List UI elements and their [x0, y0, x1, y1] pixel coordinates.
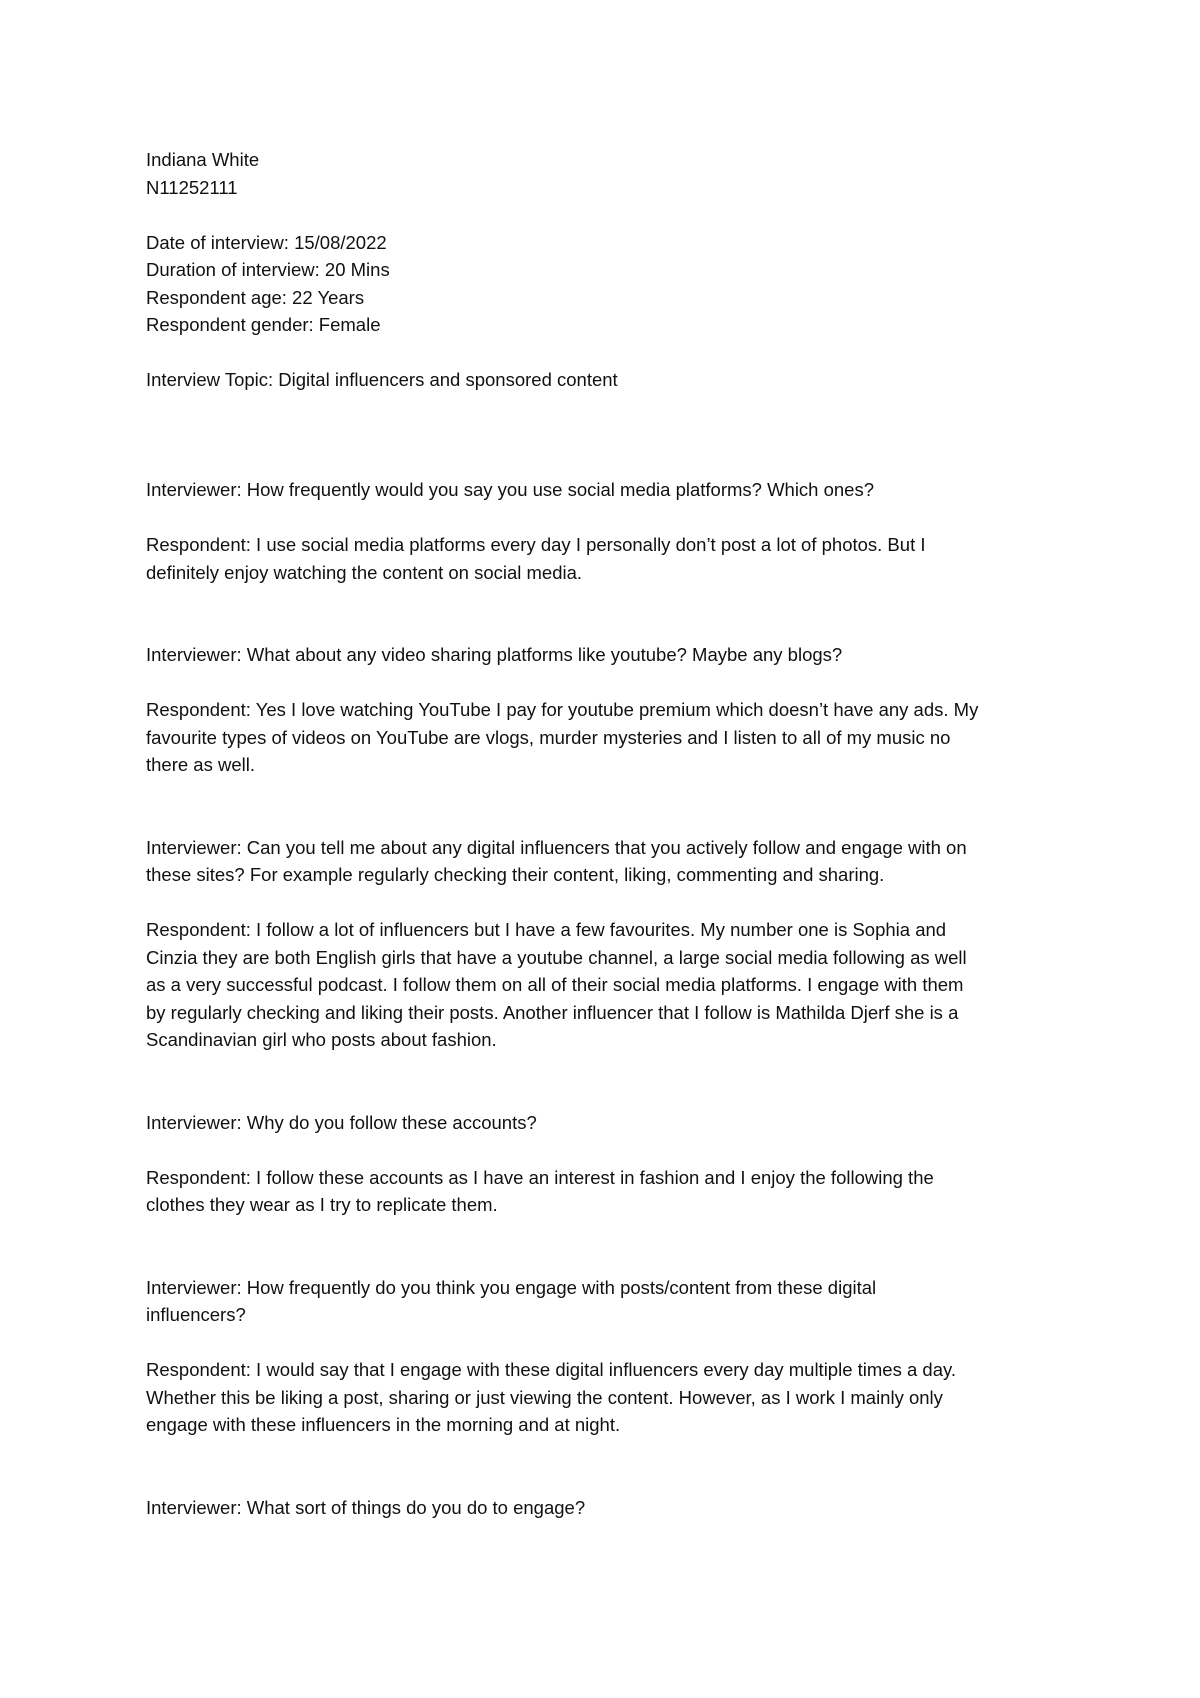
spacer [146, 1219, 1076, 1274]
spacer [146, 1054, 1076, 1109]
interview-topic: Interview Topic: Digital influencers and sponsored content [146, 369, 618, 390]
spacer [146, 889, 1076, 917]
answer-line: definitely enjoy watching the content on social media. [146, 561, 583, 583]
author-name: Indiana White [146, 149, 260, 170]
spacer [146, 504, 1076, 532]
answer-line: as a very successful podcast. I follow them on all of their social media platforms. I engage with them [146, 974, 964, 995]
spacer [146, 1329, 1076, 1357]
question-line: these sites? For example regularly checking their content, liking, commenting and sharing. [146, 864, 885, 885]
document-body [146, 146, 1076, 1521]
answer-line: Respondent: I would say that I engage with these digital influencers every day multiple times a day. [146, 1359, 956, 1380]
respondent-age: Respondent age: 22 Years [146, 286, 365, 308]
answer-line: Scandinavian girl who posts about fashion. [146, 1029, 497, 1050]
answer-line: there as well. [146, 754, 255, 775]
spacer [146, 201, 1076, 229]
spacer [146, 1136, 1076, 1164]
spacer [146, 779, 1076, 834]
answer-line: Respondent: Yes I love watching YouTube I pay for youtube premium which doesn’t have any ads. My [146, 699, 979, 720]
question-line: influencers? [146, 1304, 246, 1325]
answer-line: Respondent: I follow a lot of influencers but I have a few favourites. My number one is Sophia and [146, 919, 947, 940]
respondent-answer [146, 1356, 1076, 1439]
interviewer-question: Interviewer: How frequently would you say you use social media platforms? Which ones? [146, 479, 875, 500]
spacer [146, 669, 1076, 697]
question-line: Interviewer: How frequently do you think you engage with posts/content from these digital [146, 1276, 877, 1298]
interviewer-question: Interviewer: What sort of things do you do to engage? [146, 1496, 586, 1518]
respondent-gender: Respondent gender: Female [146, 314, 381, 335]
respondent-answer [146, 531, 1076, 586]
answer-line: Whether this be liking a post, sharing or just viewing the content. However, as I work I mainly only [146, 1386, 943, 1408]
answer-line: by regularly checking and liking their posts. Another influencer that I follow is Mathilda Djerf she is a [146, 1001, 959, 1023]
answer-line: Cinzia they are both English girls that have a youtube channel, a large social media following as well [146, 946, 967, 968]
interviewer-question [146, 1274, 1076, 1329]
question-line: Interviewer: Can you tell me about any digital influencers that you actively follow and engage with on [146, 836, 967, 858]
interview-date: Date of interview: 15/08/2022 [146, 231, 387, 253]
student-id: N11252111 [146, 176, 238, 198]
answer-line: favourite types of videos on YouTube are vlogs, murder mysteries and I listen to all of my music no [146, 726, 951, 748]
answer-line: Respondent: I use social media platforms every day I personally don’t post a lot of photos. But I [146, 534, 926, 555]
spacer [146, 394, 1076, 477]
answer-line: Respondent: I follow these accounts as I have an interest in fashion and I enjoy the following the [146, 1166, 934, 1188]
spacer [146, 1439, 1076, 1494]
answer-line: clothes they wear as I try to replicate them. [146, 1194, 498, 1215]
respondent-answer [146, 916, 1076, 1054]
interviewer-question [146, 834, 1076, 889]
interviewer-question: Interviewer: Why do you follow these accounts? [146, 1111, 537, 1133]
spacer [146, 586, 1076, 641]
respondent-answer [146, 696, 1076, 779]
spacer [146, 339, 1076, 367]
respondent-answer [146, 1164, 1076, 1219]
interview-duration: Duration of interview: 20 Mins [146, 259, 390, 280]
answer-line: engage with these influencers in the morning and at night. [146, 1414, 621, 1435]
interviewer-question: Interviewer: What about any video sharing platforms like youtube? Maybe any blogs? [146, 644, 843, 665]
